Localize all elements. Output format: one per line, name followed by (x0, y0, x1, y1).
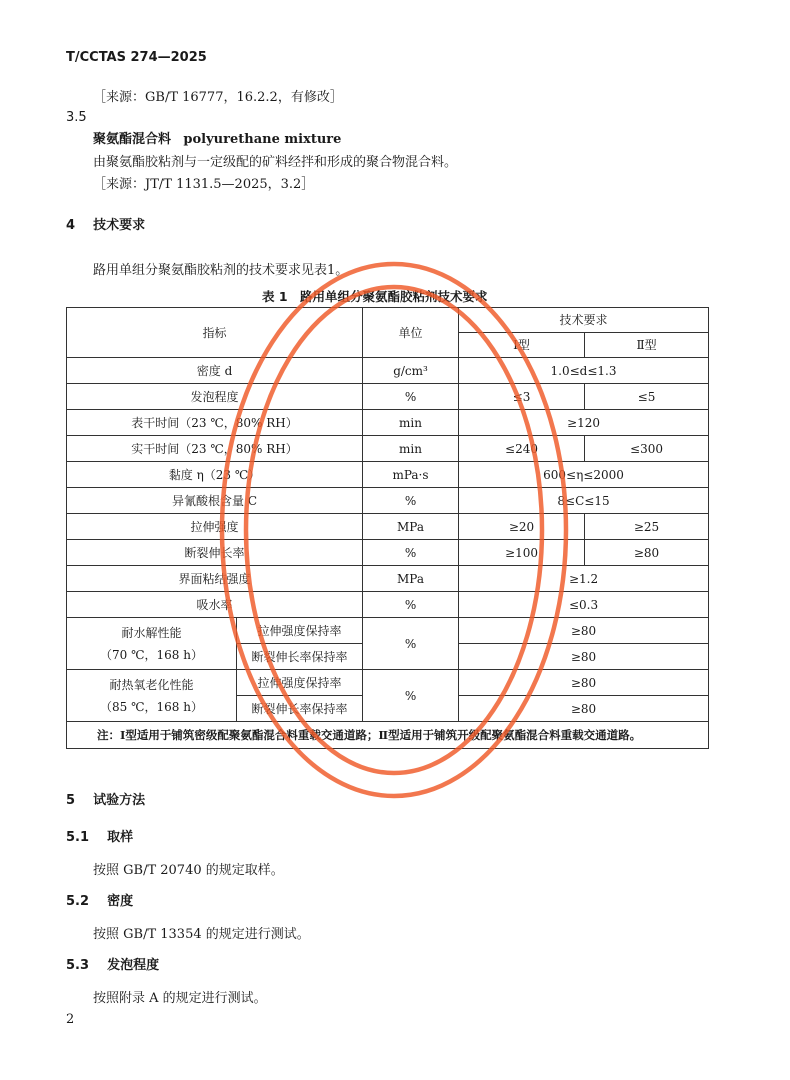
subsection-5-1-text: 按照 GB/T 20740 的规定取样。 (93, 863, 284, 878)
row-value-both: ≥80 (459, 670, 709, 696)
term-source: ［来源：JT/T 1131.5—2025，3.2］ (93, 177, 315, 192)
section-5-heading (66, 789, 145, 808)
page-number: 2 (66, 1012, 75, 1027)
row-unit: % (363, 488, 459, 514)
sub-indicator: 断裂伸长率保持率 (237, 644, 363, 670)
header-indicator: 指标 (67, 308, 363, 358)
row-unit: MPa (363, 514, 459, 540)
row-indicator: 实干时间（23 ℃，80% RH） (67, 436, 363, 462)
row-indicator: 断裂伸长率 (67, 540, 363, 566)
document-id: T/CCTAS 274—2025 (66, 50, 207, 65)
row-unit: % (363, 384, 459, 410)
table-header-row (67, 308, 709, 333)
table-caption: 表 1 路用单组分聚氨酯胶粘剂技术要求 (262, 289, 488, 304)
row-unit: % (363, 540, 459, 566)
table-row (67, 514, 709, 540)
section-number: 5 (66, 793, 76, 808)
header-unit: 单位 (363, 308, 459, 358)
table-row (67, 410, 709, 436)
term-number: 3.5 (66, 110, 87, 125)
table-row (67, 358, 709, 384)
header-type-2: Ⅱ型 (585, 333, 709, 358)
section-number: 4 (66, 218, 76, 233)
table-row (67, 670, 709, 696)
row-value-both: 1.0≤d≤1.3 (459, 358, 709, 384)
table-note: 注：Ⅰ型适用于铺筑密级配聚氨酯混合料重载交通道路；Ⅱ型适用于铺筑开级配聚氨酯混合料重载交通道路。 (67, 722, 709, 749)
row-value-both: ≤0.3 (459, 592, 709, 618)
subsection-5-2-text: 按照 GB/T 13354 的规定进行测试。 (93, 927, 310, 942)
row-value-type-1: ≤3 (459, 384, 585, 410)
header-tech-req: 技术要求 (459, 308, 709, 333)
term-chinese: 聚氨酯混合料 (93, 132, 172, 147)
row-value-both: ≥80 (459, 644, 709, 670)
section-title: 试验方法 (93, 793, 146, 808)
row-value-type-1: ≥20 (459, 514, 585, 540)
subsection-5-3-heading (66, 954, 159, 973)
row-indicator: 界面粘结强度 (67, 566, 363, 592)
row-value-type-2: ≤5 (585, 384, 709, 410)
row-unit: MPa (363, 566, 459, 592)
group-name: 耐水解性能 (121, 625, 182, 640)
subsection-title: 取样 (107, 830, 134, 845)
row-value-type-1: ≥100 (459, 540, 585, 566)
group-indicator (67, 618, 237, 670)
group-name: 耐热氧老化性能 (109, 677, 194, 692)
source-reference: ［来源：GB/T 16777，16.2.2，有修改］ (93, 90, 343, 105)
table-row (67, 462, 709, 488)
group-condition: （70 ℃，168 h） (100, 647, 203, 662)
term-heading (93, 128, 341, 147)
row-indicator: 表干时间（23 ℃，80% RH） (67, 410, 363, 436)
row-indicator: 吸水率 (67, 592, 363, 618)
group-unit: % (363, 670, 459, 722)
row-value-both: ≥1.2 (459, 566, 709, 592)
subsection-5-1-heading (66, 826, 133, 845)
subsection-number: 5.1 (66, 830, 90, 845)
row-indicator: 异氰酸根含量 C (67, 488, 363, 514)
row-indicator: 拉伸强度 (67, 514, 363, 540)
table-row (67, 566, 709, 592)
row-unit: g/cm³ (363, 358, 459, 384)
subsection-5-2-heading (66, 890, 133, 909)
row-value-both: 8≤C≤15 (459, 488, 709, 514)
group-indicator (67, 670, 237, 722)
row-unit: mPa·s (363, 462, 459, 488)
sub-indicator: 拉伸强度保持率 (237, 670, 363, 696)
table-row (67, 592, 709, 618)
header-type-1: Ⅰ型 (459, 333, 585, 358)
table-row (67, 540, 709, 566)
term-english: polyurethane mixture (183, 132, 342, 147)
row-unit: % (363, 592, 459, 618)
subsection-title: 密度 (107, 894, 134, 909)
subsection-number: 5.2 (66, 894, 90, 909)
section-4-heading (66, 214, 145, 233)
section-title: 技术要求 (93, 218, 146, 233)
requirements-table (66, 307, 709, 749)
group-condition: （85 ℃，168 h） (100, 699, 203, 714)
row-value-both: ≥120 (459, 410, 709, 436)
row-indicator: 发泡程度 (67, 384, 363, 410)
row-indicator: 黏度 η（23 ℃） (67, 462, 363, 488)
row-value-both: ≥80 (459, 696, 709, 722)
row-value-type-1: ≤240 (459, 436, 585, 462)
row-value-type-2: ≥80 (585, 540, 709, 566)
table-row (67, 488, 709, 514)
subsection-title: 发泡程度 (107, 958, 160, 973)
table-row (67, 436, 709, 462)
row-unit: min (363, 410, 459, 436)
row-value-type-2: ≥25 (585, 514, 709, 540)
row-value-type-2: ≤300 (585, 436, 709, 462)
table-row (67, 384, 709, 410)
row-unit: min (363, 436, 459, 462)
term-definition: 由聚氨酯胶粘剂与一定级配的矿料经拌和形成的聚合物混合料。 (93, 155, 458, 170)
subsection-number: 5.3 (66, 958, 90, 973)
group-unit: % (363, 618, 459, 670)
sub-indicator: 断裂伸长率保持率 (237, 696, 363, 722)
row-value-both: ≥80 (459, 618, 709, 644)
row-value-both: 600≤η≤2000 (459, 462, 709, 488)
table-row (67, 618, 709, 644)
table-note-row (67, 722, 709, 749)
subsection-5-3-text: 按照附录 A 的规定进行测试。 (93, 991, 267, 1006)
sub-indicator: 拉伸强度保持率 (237, 618, 363, 644)
row-indicator: 密度 d (67, 358, 363, 384)
section-4-text: 路用单组分聚氨酯胶粘剂的技术要求见表1。 (93, 263, 349, 278)
